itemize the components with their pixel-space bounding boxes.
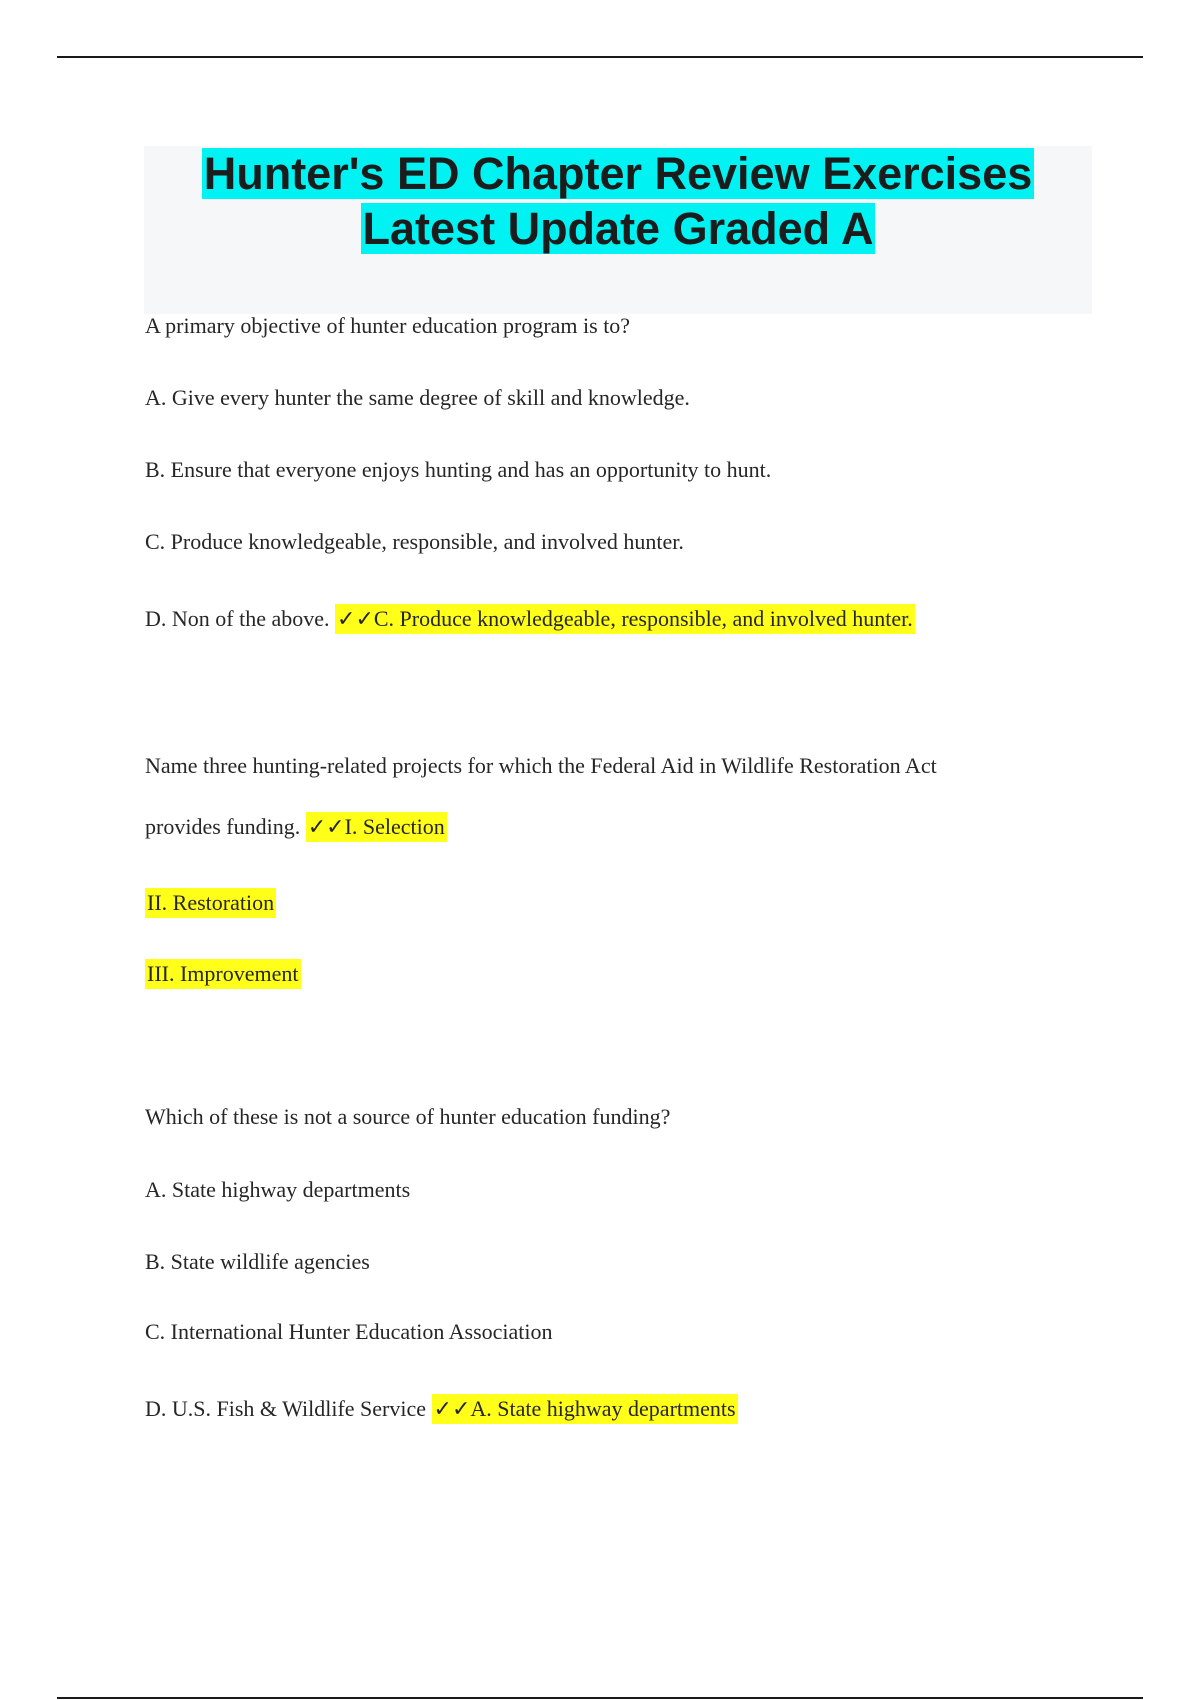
- question-1-option-b: B. Ensure that everyone enjoys hunting and has an opportunity to hunt.: [145, 457, 772, 482]
- document-title-line-1: Hunter's ED Chapter Review Exercises: [203, 148, 1033, 199]
- title-block: [144, 146, 1092, 314]
- question-3-option-c: C. International Hunter Education Association: [145, 1319, 553, 1344]
- question-1-option-d-row: [145, 605, 915, 633]
- top-rule: [57, 56, 1143, 58]
- question-1-option-d: D. Non of the above.: [145, 606, 330, 631]
- question-2-text-line-2: provides funding.: [145, 814, 301, 839]
- question-2-answer-3-row: [145, 960, 301, 988]
- question-2-answer-1: ✓✓I. Selection: [306, 812, 447, 842]
- document-title-line-2: Latest Update Graded A: [362, 203, 874, 254]
- question-1-text: A primary objective of hunter education program is to?: [145, 313, 631, 338]
- question-2-text-line-2-row: [145, 813, 447, 841]
- question-2-answer-3: III. Improvement: [145, 959, 301, 989]
- question-3-option-a: A. State highway departments: [145, 1177, 411, 1202]
- question-3-answer: ✓✓A. State highway departments: [432, 1394, 738, 1424]
- question-3-option-d-row: [145, 1395, 738, 1423]
- question-1-option-a: A. Give every hunter the same degree of skill and knowledge.: [145, 385, 690, 410]
- question-2-text-line-1: Name three hunting-related projects for which the Federal Aid in Wildlife Restoration Act: [145, 753, 937, 778]
- question-3-text: Which of these is not a source of hunter education funding?: [145, 1104, 671, 1129]
- question-3-option-b: B. State wildlife agencies: [145, 1249, 370, 1274]
- question-1-option-c: C. Produce knowledgeable, responsible, and involved hunter.: [145, 529, 684, 554]
- question-2-answer-2: II. Restoration: [145, 888, 276, 918]
- bottom-rule: [57, 1697, 1143, 1699]
- question-2-answer-2-row: [145, 889, 276, 917]
- question-3-option-d: D. U.S. Fish & Wildlife Service: [145, 1396, 427, 1421]
- question-1-answer: ✓✓C. Produce knowledgeable, responsible, and involved hunter.: [335, 604, 915, 634]
